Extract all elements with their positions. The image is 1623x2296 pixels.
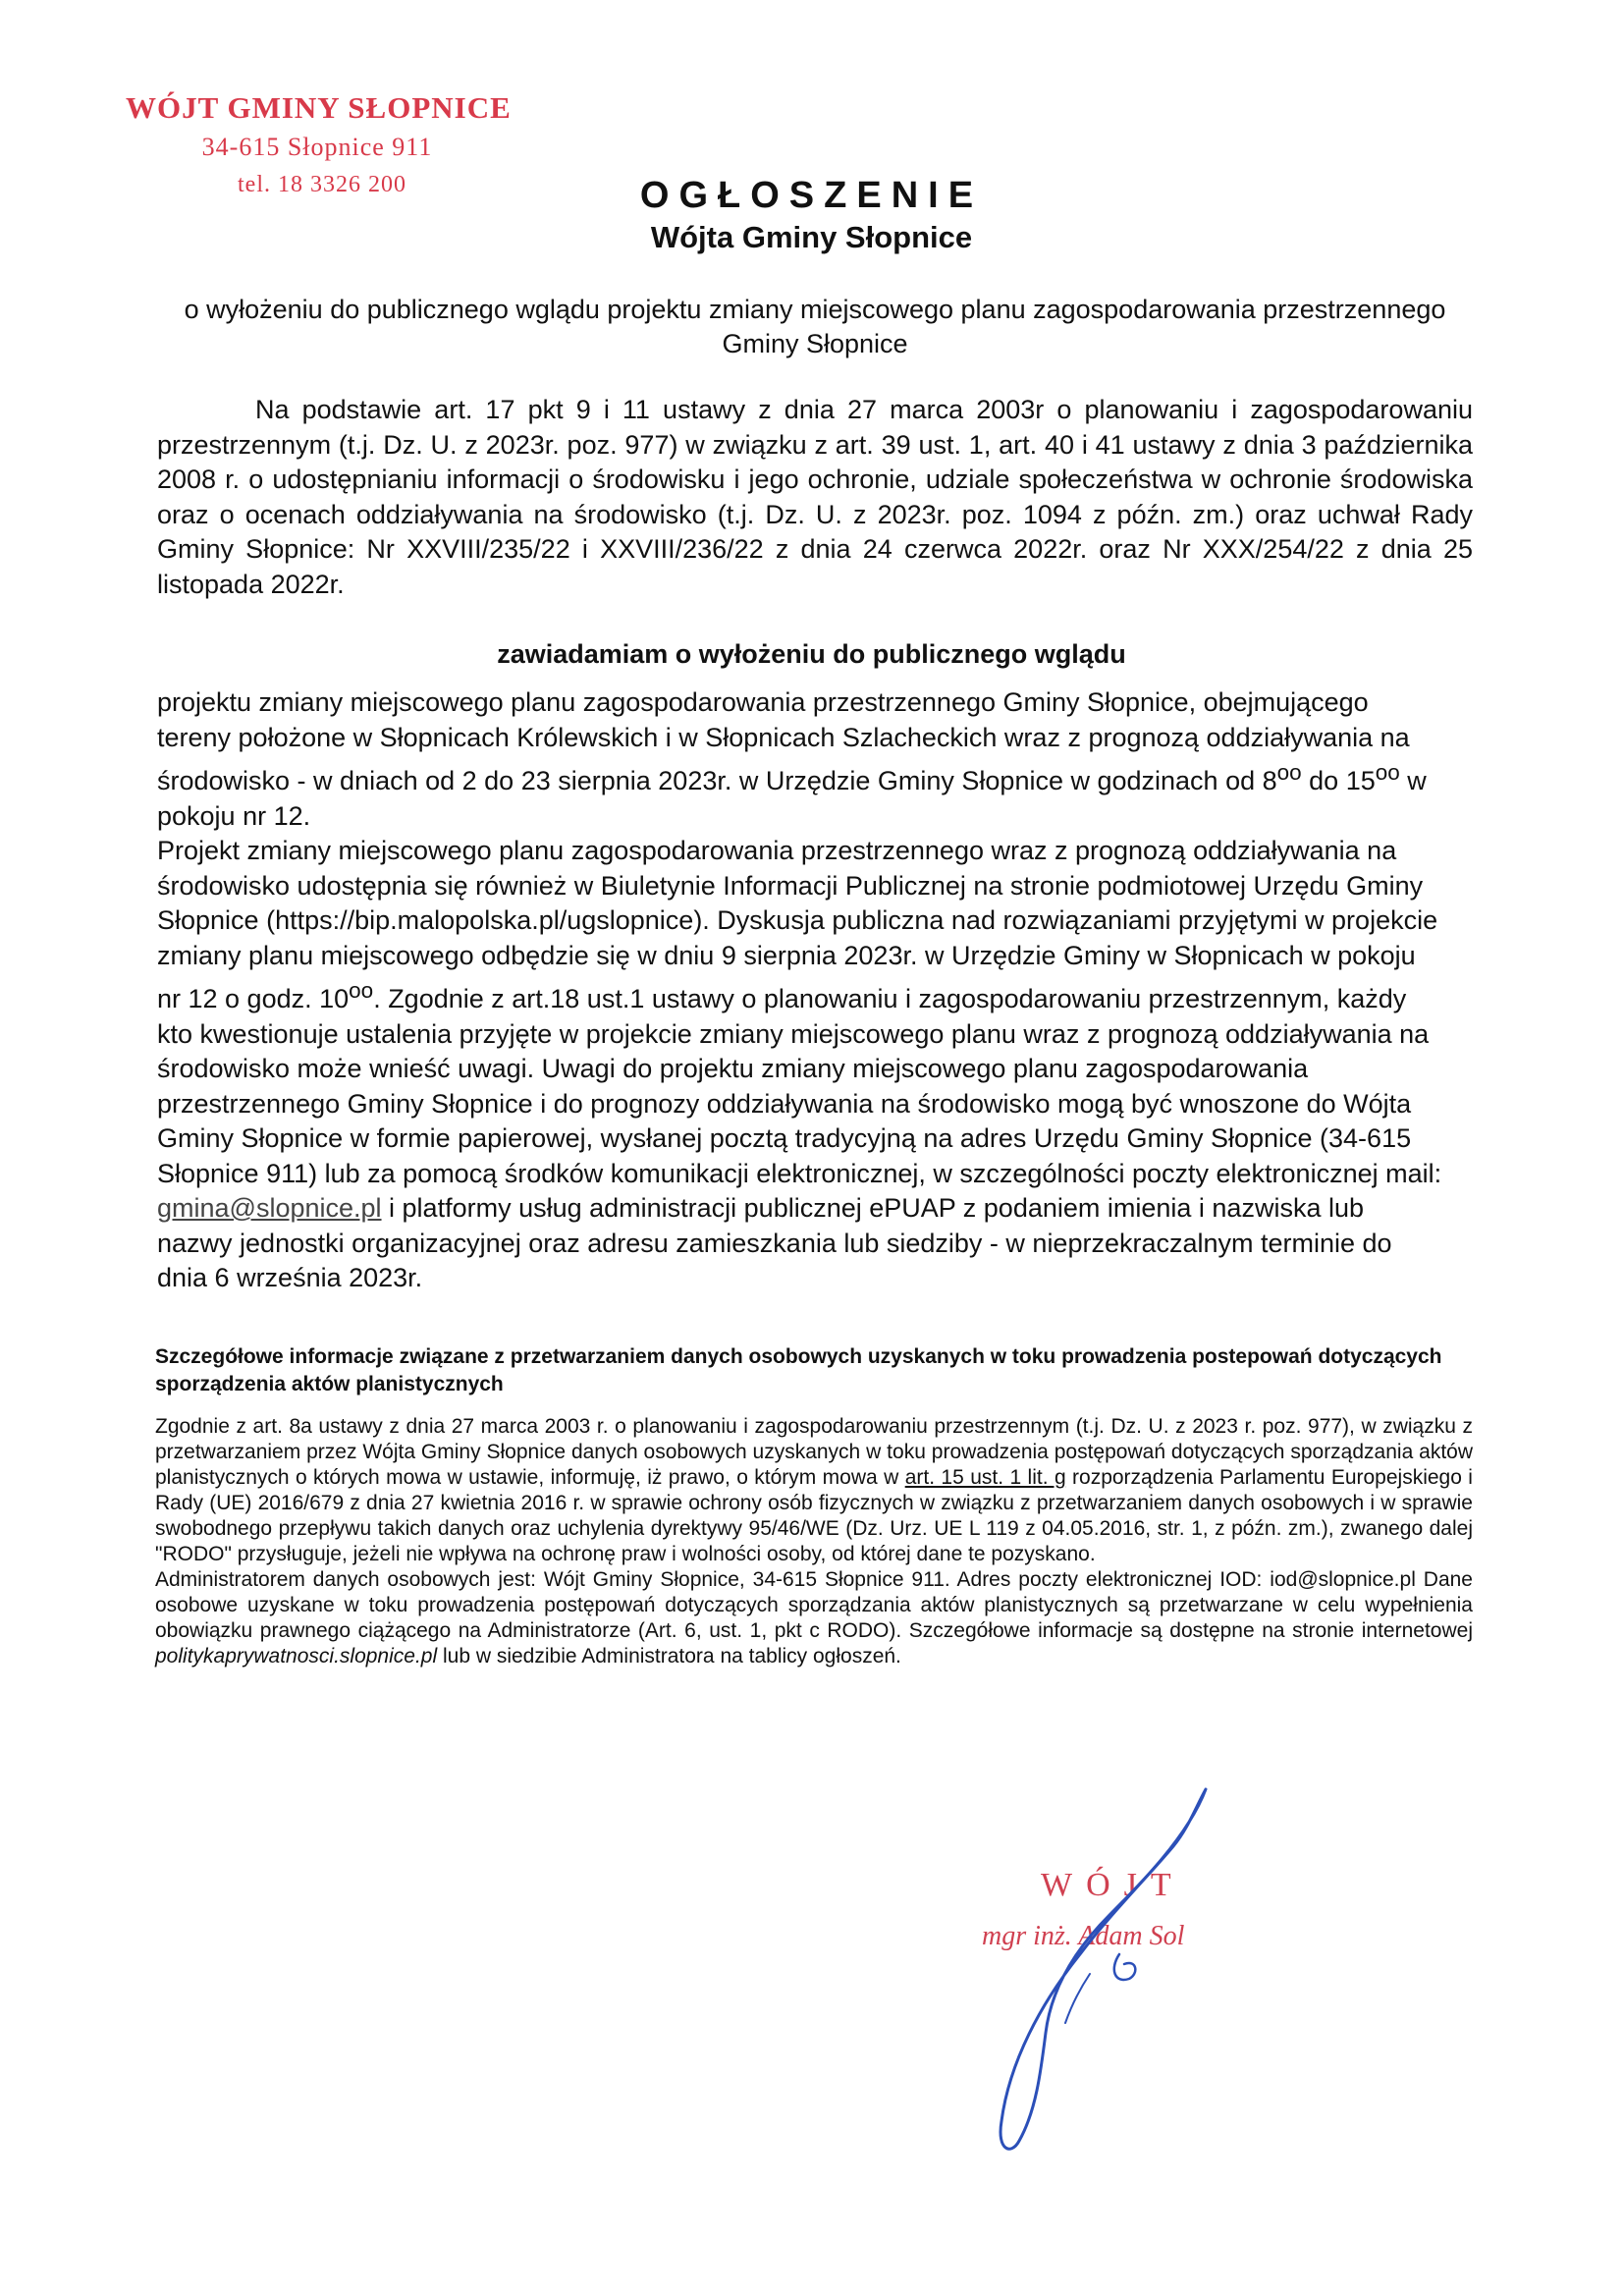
handwritten-signature [943, 1768, 1257, 2160]
body-paragraph-2 [157, 834, 1443, 1296]
rodo-text: Zgodnie z art. 8a ustawy z dnia 27 marca 2003 r. o planowaniu i zagospodarowaniu przestrzennym (t.j. Dz. U. z 2023 r. poz. 977), w związku z przetwarzaniem przez Wójta Gminy Słopnice danych osobowych uzyskanych w toku prowadzenia postępowań dotyczących sporządzania aktów planistycznych o których mowa w ustawie, informuję, iż prawo, o którym mowa w [155, 1415, 1473, 1489]
body-text: Projekt zmiany miejscowego planu zagospodarowania przestrzennego wraz z prognozą oddziaływania na środowisko udostępnia się również w Biuletynie Informacji Publicznej na stronie podmiotowej Urzędu Gminy Słopnice (https://bip.malopolska.pl/ugslopnice). Dyskusja publiczna nad rozwiązaniami przyjętymi w projekcie zmiany planu miejscowego odbędzie się w dniu 9 sierpnia 2023r. w Urzędzie Gminy w Słopnicach w pokoju nr 12 o godz. 10 [157, 836, 1438, 1013]
body-text: do 15 [1301, 766, 1376, 795]
rodo-text: lub w siedzibie Administratora na tablicy ogłoszeń. [437, 1645, 901, 1667]
email-link[interactable]: gmina@slopnice.pl [157, 1193, 382, 1223]
signature-name: mgr inż. Adam Sol [982, 1921, 1185, 1951]
notice-heading: zawiadamiam o wyłożeniu do publicznego wglądu [497, 639, 1126, 669]
rodo-section [155, 1414, 1473, 1669]
signature-role: WÓJT [1041, 1867, 1185, 1903]
document-title: OGŁOSZENIE [639, 175, 984, 216]
rodo-heading: Szczegółowe informacje związane z przetwarzaniem danych osobowych uzyskanych w toku prowadzenia postepowań dotyczących sporządzenia aktów planistycznych [155, 1345, 1442, 1395]
superscript: oo [349, 978, 374, 1003]
announcement-subject: o wyłożeniu do publicznego wglądu projektu zmiany miejscowego planu zagospodarowania przestrzennego Gminy Słopnice [184, 295, 1446, 358]
body-text: projektu zmiany miejscowego planu zagospodarowania przestrzennego Gminy Słopnice, obejmującego tereny położone w Słopnicach Królewskich i w Słopnicach Szlacheckich wraz z prognozą oddziaływania na środowisko - w dniach od 2 do 23 sierpnia 2023r. w Urzędzie Gminy Słopnice w godzinach od 8 [157, 687, 1410, 795]
privacy-site: politykaprywatnosci.slopnice.pl [155, 1645, 438, 1667]
notice-body [157, 685, 1443, 1296]
superscript: oo [1276, 760, 1302, 785]
superscript: oo [1375, 760, 1400, 785]
stamp-phone: tel. 18 3326 200 [238, 172, 406, 197]
document-subtitle: Wójta Gminy Słopnice [650, 220, 973, 254]
legal-basis-paragraph: Na podstawie art. 17 pkt 9 i 11 ustawy z dnia 27 marca 2003r o planowaniu i zagospodarowaniu przestrzennym (t.j. Dz. U. z 2023r. poz. 977) w związku z art. 39 ust. 1, art. 40 i 41 ustawy z dnia 3 października 2008 r. o udostępnianiu informacji o środowisku i jego ochronie, udziale społeczeństwa w ochronie środowiska oraz o ocenach oddziaływania na środowisko (t.j. Dz. U. z 2023r. poz. 1094 z późn. zm.) oraz uchwał Rady Gminy Słopnice: Nr XXVIII/235/22 i XXVIII/236/22 z dnia 24 czerwca 2022r. oraz Nr XXX/254/22 z dnia 25 listopada 2022r. [157, 395, 1473, 599]
body-text: i platformy usług administracji publicznej ePUAP z podaniem imienia i nazwiska lub nazwy jednostki organizacyjnej oraz adresu zamieszkania lub siedziby - w nieprzekraczalnym terminie do dnia 6 września 2023r. [157, 1193, 1392, 1292]
body-text: . Zgodnie z art.18 ust.1 ustawy o planowaniu i zagospodarowaniu przestrzennym, każdy kto kwestionuje ustalenia przyjęte w projekcie zmiany miejscowego planu wraz z prognozą oddziaływania na środowisko może wnieść uwagi. Uwagi do projektu zmiany miejscowego planu zagospodarowania przestrzennego Gminy Słopnice i do prognozy oddziaływania na środowisko mogą być wnoszone do Wójta Gminy Słopnice w formie papierowej, wysłanej pocztą tradycyjną na adres Urzędu Gminy Słopnice (34-615 Słopnice 911) lub za pomocą środków komunikacji elektronicznej, w szczególności poczty elektronicznej mail: [157, 984, 1442, 1188]
stamp-title: WÓJT GMINY SŁOPNICE [126, 90, 512, 125]
stamp-address: 34-615 Słopnice 911 [201, 133, 433, 161]
body-text: w pokoju nr 12. [157, 766, 1427, 831]
rodo-text: rozporządzenia Parlamentu Europejskiego i Rady (UE) 2016/679 z dnia 27 kwietnia 2016 r. w sprawie ochrony osób fizycznych w związku z przetwarzaniem danych osobowych i w sprawie swobodnego przepływu takich danych oraz uchylenia dyrektywy 95/46/WE (Dz. Urz. UE L 119 z 04.05.2016, str. 1, z późn. zm.), zwanego dalej "RODO" przysługuje, jeżeli nie wpływa na ochronę praw i wolności osoby, od której dane te pozyskano. [155, 1466, 1473, 1565]
regulation-link[interactable]: art. 15 ust. 1 lit. g [904, 1466, 1066, 1489]
rodo-paragraph-1 [155, 1414, 1473, 1567]
rodo-text: Administratorem danych osobowych jest: Wójt Gminy Słopnice, 34-615 Słopnice 911. Adres poczty elektronicznej IOD: iod@slopnice.pl Dane osobowe uzyskane w toku prowadzenia postępowań dotyczących sporządzania aktów planistycznych są przetwarzane w celu wypełnienia obowiązku prawnego ciążącego na Administratorze (Art. 6, ust. 1, pkt c RODO). Szczegółowe informacje są dostępne na stronie internetowej [155, 1568, 1473, 1642]
body-paragraph-1 [157, 685, 1443, 834]
rodo-paragraph-2 [155, 1567, 1473, 1669]
